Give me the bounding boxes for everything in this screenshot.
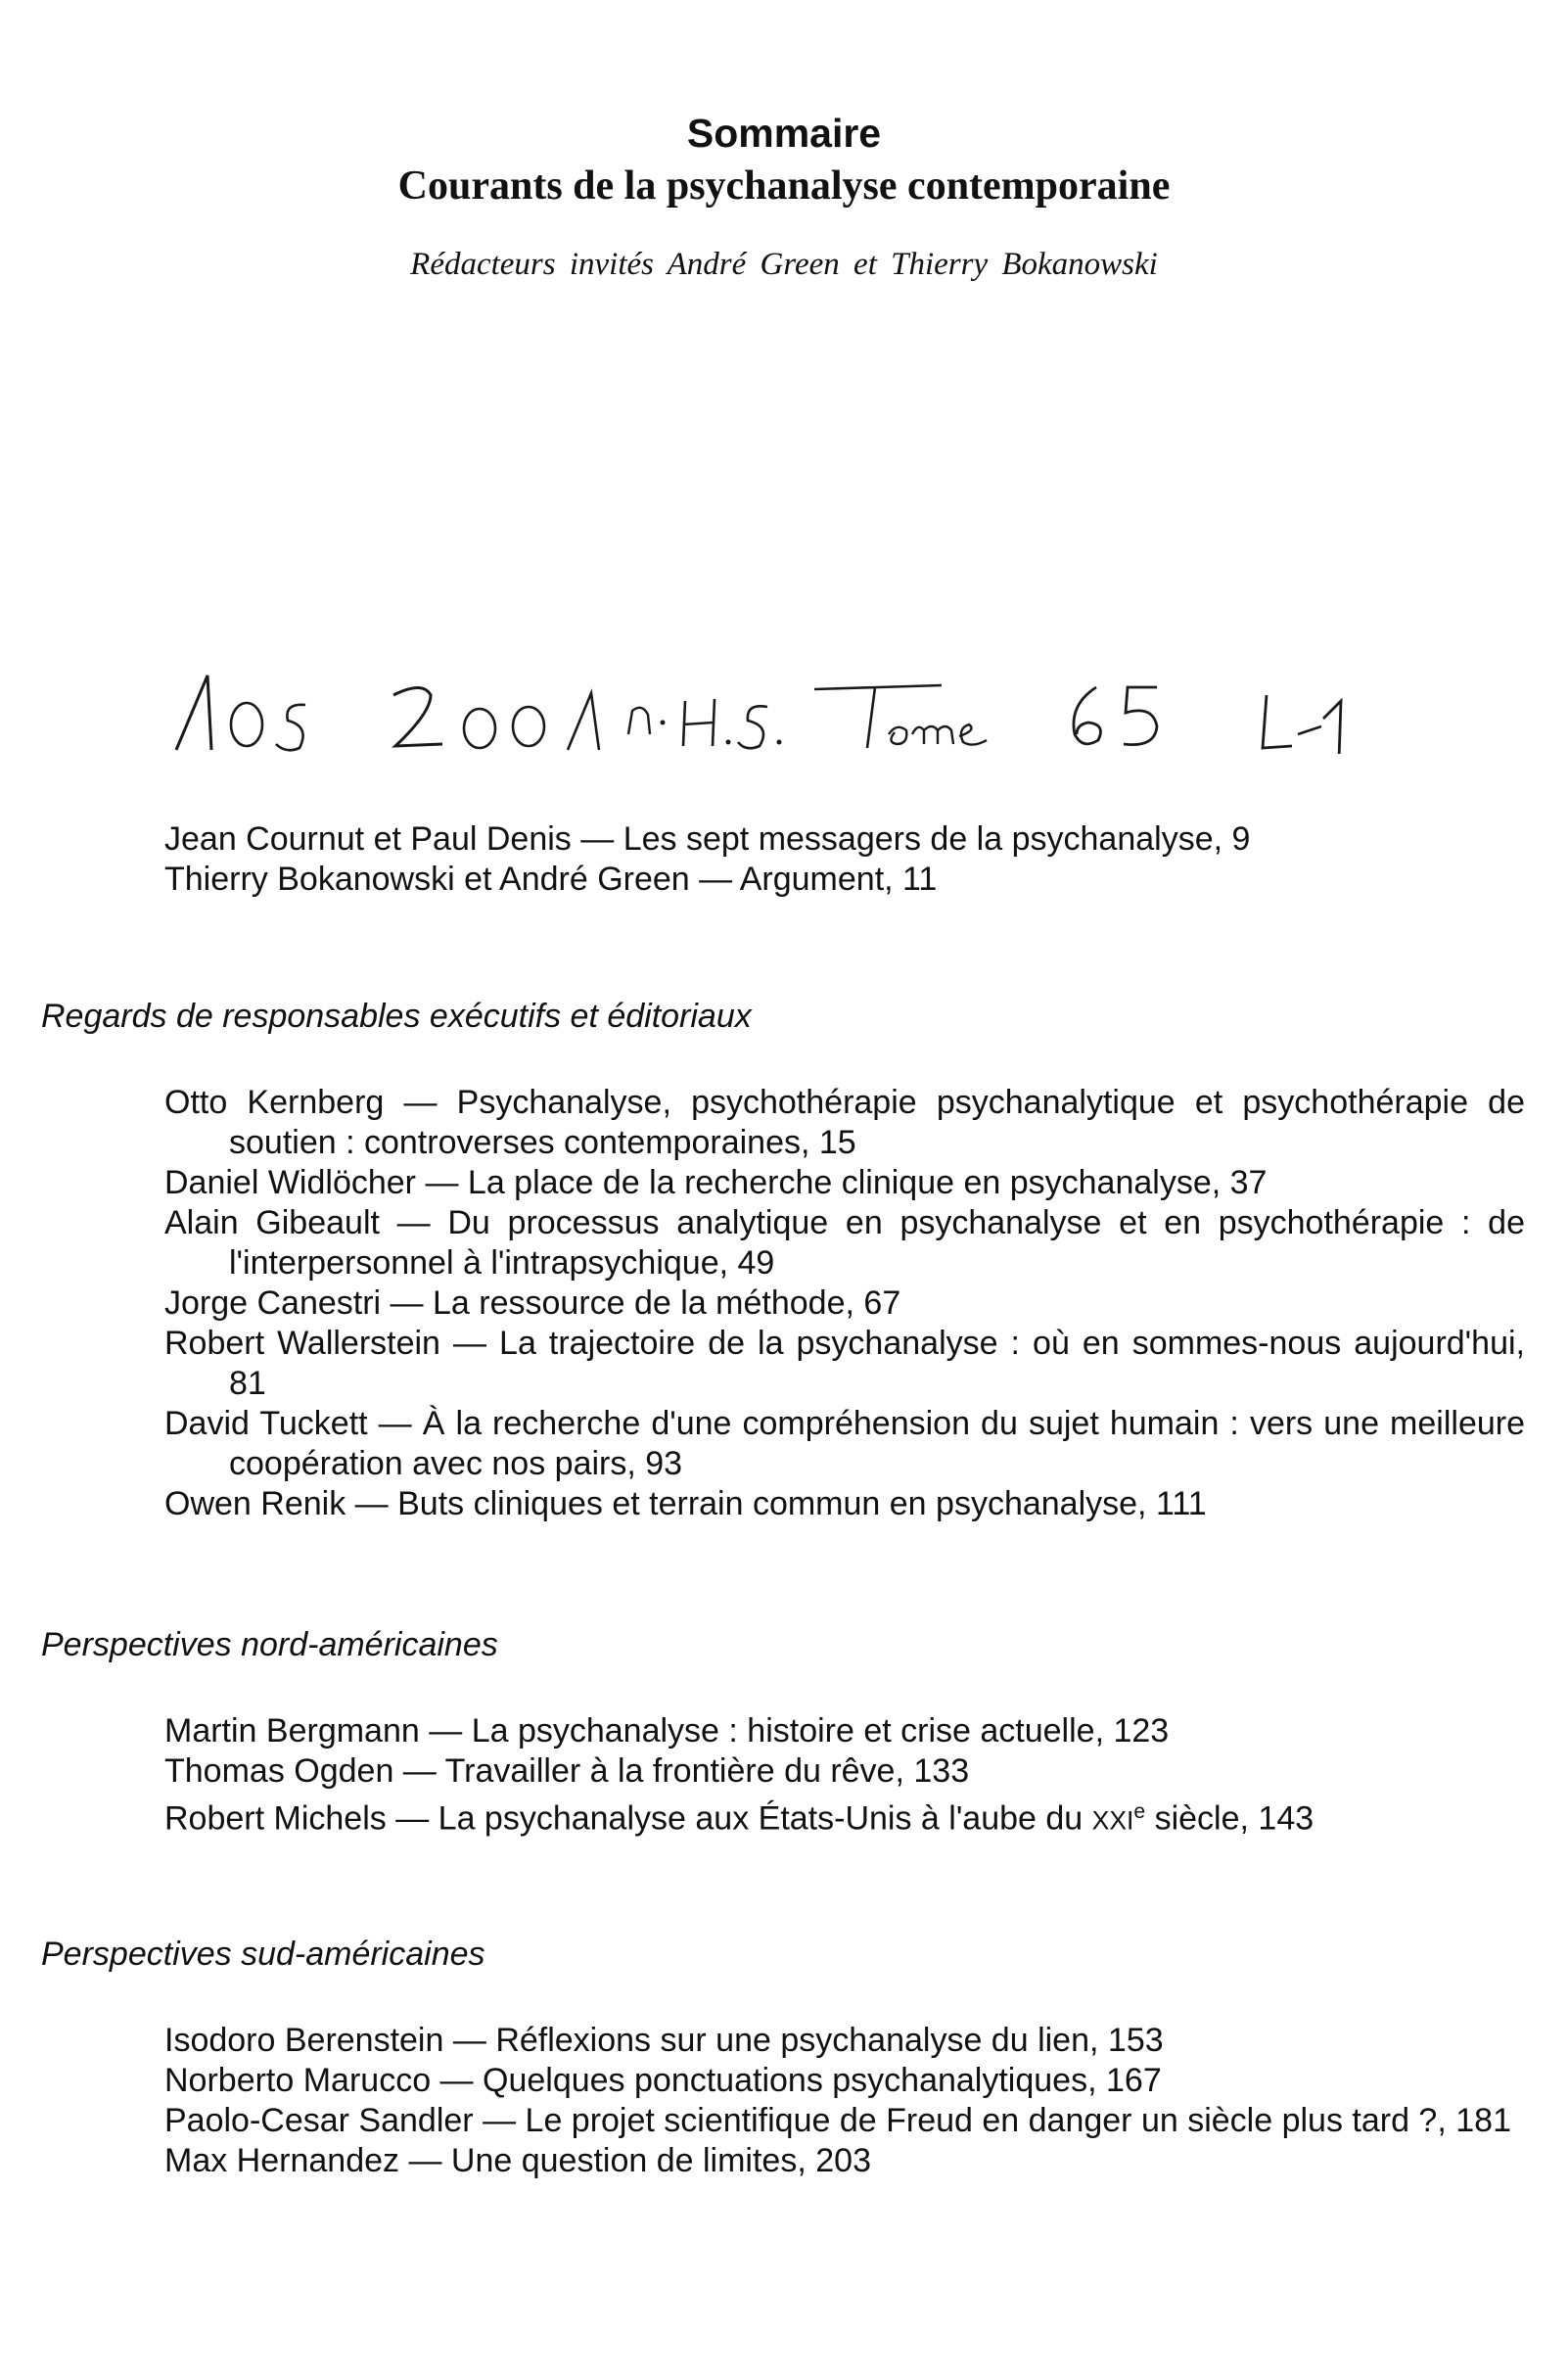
entry-title: Travailler à la frontière du rêve [444,1752,896,1790]
toc-entry: David Tuckett — À la recherche d'une compréhension du sujet humain : vers une meilleure coopération avec nos pairs, 93 [164,1405,1525,1482]
toc-entry: Alain Gibeault — Du processus analytique en psychanalyse et en psychothérapie : de l'interpersonnel à l'intrapsychique, 49 [164,1204,1526,1282]
entry-author: Robert Michels [164,1799,387,1838]
handwriting-drawing [168,666,1539,754]
entry-author: Paolo-Cesar Sandler [164,2102,474,2139]
guest-editors: Rédacteurs invités André Green et Thierry Bokanowski [410,247,1158,282]
entry-author: Thierry Bokanowski et André Green [164,861,690,898]
entry-page: 81 [229,1365,266,1402]
entry-page: 111 [1155,1485,1207,1522]
entry-page: 93 [645,1445,683,1482]
entry-title: Psychanalyse, psychothérapie psychanalytique et psychothérapie de soutien : controverses contemporaines [229,1084,1525,1161]
page-header [0,108,1568,286]
entry-author: Robert Wallerstein [164,1325,440,1362]
entry-page: 153 [1107,2022,1164,2059]
entry-page: 49 [737,1244,775,1282]
section-entries [164,2021,1525,2181]
toc-entry: Robert Wallerstein — La trajectoire de la psychanalyse : où en sommes-nous aujourd'hui, 81 [164,1325,1525,1402]
entry-title-century-sup: e [1133,1800,1146,1823]
entry-author: Jorge Canestri [164,1284,382,1322]
entry-page: 181 [1455,2102,1511,2139]
page-title: Sommaire [686,111,882,156]
section-heading: Perspectives sud-américaines [41,1936,485,1973]
section-heading: Regards de responsables exécutifs et éditoriaux [41,998,752,1035]
entry-page: 133 [913,1752,970,1790]
entry-page: 37 [1229,1164,1268,1201]
entry-author: Max Hernandez [164,2142,400,2179]
entry-title: Quelques ponctuations psychanalytiques [483,2062,1088,2099]
entry-author: Norberto Marucco [164,2062,432,2099]
entry-author: Isodoro Berenstein [164,2022,444,2059]
entry-author: Alain Gibeault [164,1204,380,1241]
entry-author: Martin Bergmann [164,1712,420,1750]
entry-page: 143 [1258,1799,1314,1838]
entry-title: La ressource de la méthode [433,1284,846,1322]
entry-author: Thomas Ogden [164,1752,394,1790]
section-heading: Perspectives nord-américaines [41,1626,498,1663]
entry-author: Owen Renik [164,1485,346,1522]
entry-title: Le projet scientifique de Freud en danger un siècle plus tard ? [525,2102,1438,2139]
entry-title: La psychanalyse : histoire et crise actuelle [471,1712,1095,1750]
entry-page: 167 [1106,2062,1162,2099]
entry-author: Jean Cournut et Paul Denis [164,820,572,858]
entry-author: David Tuckett [164,1405,368,1442]
section-entries [164,1711,1525,1842]
entry-page: 9 [1231,820,1251,858]
handwritten-annotation [168,666,1539,754]
entry-page: 15 [818,1124,856,1161]
entry-title: Buts cliniques et terrain commun en psychanalyse [397,1485,1138,1522]
section-entries [164,1083,1525,1524]
page-subtitle: Courants de la psychanalyse contemporaine [397,163,1171,209]
intro-entries [164,819,1525,900]
toc-entry: Daniel Widlöcher — La place de la recherche clinique en psychanalyse, 37 [164,1164,1268,1201]
entry-page: 11 [902,861,938,898]
entry-title: Argument [739,861,885,898]
entry-title: La trajectoire de la psychanalyse : où en sommes-nous aujourd'hui [499,1325,1516,1362]
entry-title: Réflexions sur une psychanalyse du lien [495,2022,1089,2059]
entry-page: 203 [815,2142,871,2179]
toc-entry: Norberto Marucco — Quelques ponctuations psychanalytiques, 167 [164,2062,1162,2099]
toc-entry: Jorge Canestri — La ressource de la méthode, 67 [164,1284,901,1322]
entry-title-century: XXI [1091,1805,1134,1836]
entry-page: 123 [1113,1712,1170,1750]
toc-entry: Thierry Bokanowski et André Green — Argument, 11 [164,861,938,898]
toc-entry: Max Hernandez — Une question de limites, 203 [164,2142,871,2179]
entry-title: La psychanalyse aux États-Unis à l'aube du [438,1799,1092,1838]
entry-title: Une question de limites [450,2142,798,2179]
toc-entry: Thomas Ogden — Travailler à la frontière du rêve, 133 [164,1752,970,1790]
toc-entry: Paolo-Cesar Sandler — Le projet scientifique de Freud en danger un siècle plus tard ?, 181 [164,2102,1511,2139]
entry-title: Les sept messagers de la psychanalyse [623,820,1214,858]
entry-title: La place de la recherche clinique en psychanalyse [467,1164,1212,1201]
toc-entry: Owen Renik — Buts cliniques et terrain commun en psychanalyse, 111 [164,1485,1207,1522]
entry-title-end: siècle [1145,1799,1240,1838]
entry-page: 67 [863,1284,901,1322]
toc-entry: Jean Cournut et Paul Denis — Les sept messagers de la psychanalyse, 9 [164,820,1251,858]
entry-title: Du processus analytique en psychanalyse et en psychothérapie : de l'interpersonnel à l'intrapsychique [229,1204,1526,1282]
toc-entry: Robert Michels — La psychanalyse aux États-Unis à l'aube du XXIe siècle, 143 [164,1799,1314,1838]
toc-entry: Isodoro Berenstein — Réflexions sur une psychanalyse du lien, 153 [164,2022,1164,2059]
toc-entry: Martin Bergmann — La psychanalyse : histoire et crise actuelle, 123 [164,1712,1170,1750]
toc-entry: Otto Kernberg — Psychanalyse, psychothérapie psychanalytique et psychothérapie de soutien : controverses contemporaines, 15 [164,1084,1525,1161]
entry-title: À la recherche d'une compréhension du sujet humain : vers une meilleure coopération avec nos pairs [229,1405,1525,1482]
entry-author: Daniel Widlöcher [164,1164,416,1201]
entry-author: Otto Kernberg [164,1084,385,1121]
